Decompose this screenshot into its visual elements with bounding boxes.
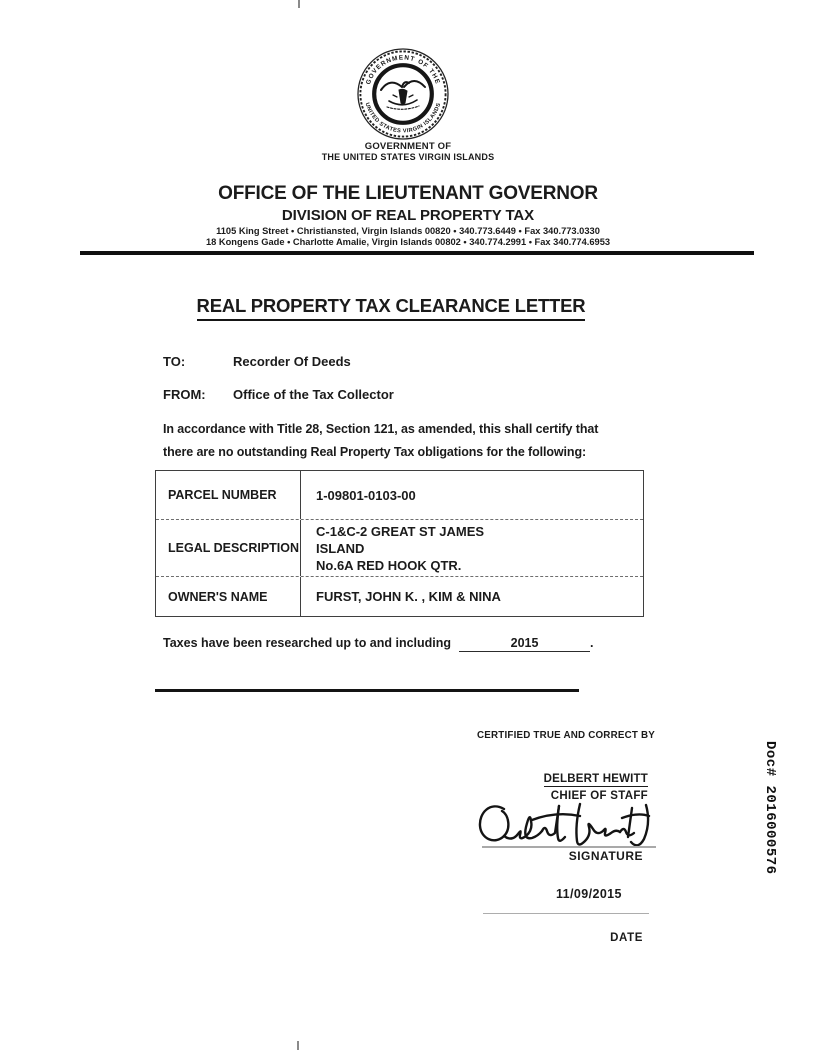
recipients-block bbox=[163, 354, 394, 420]
address-line-stcroix: 1105 King Street • Christiansted, Virgin Islands 00820 • 340.773.6449 • Fax 340.773.0330 bbox=[216, 226, 600, 236]
research-statement-period: . bbox=[590, 636, 594, 650]
from-value: Office of the Tax Collector bbox=[233, 387, 394, 402]
letter-title bbox=[0, 295, 782, 321]
date-line bbox=[483, 913, 649, 914]
office-heading: OFFICE OF THE LIEUTENANT GOVERNOR bbox=[218, 183, 598, 204]
to-label: TO: bbox=[163, 354, 186, 369]
signature-line bbox=[482, 846, 656, 848]
table-row bbox=[156, 576, 643, 616]
handwritten-signature bbox=[474, 797, 666, 853]
to-row bbox=[163, 354, 394, 369]
signature-label: SIGNATURE bbox=[568, 849, 643, 863]
legal-description-line2: ISLAND bbox=[316, 540, 365, 556]
certify-paragraph-line2: there are no outstanding Real Property Tax obligations for the following: bbox=[163, 445, 587, 459]
date-label: DATE bbox=[610, 932, 643, 944]
from-label: FROM: bbox=[163, 387, 206, 402]
officer-name: DELBERT HEWITT bbox=[543, 773, 648, 785]
doc-number-stamp: Doc# 2016000576 bbox=[762, 741, 778, 875]
date-value: 11/09/2015 bbox=[556, 887, 622, 901]
owners-name-value: FURST, JOHN K. , KIM & NINA bbox=[316, 589, 501, 604]
division-heading: DIVISION OF REAL PROPERTY TAX bbox=[281, 207, 535, 224]
parcel-number-value: 1-09801-0103-00 bbox=[316, 487, 416, 503]
parcel-number-label: PARCEL NUMBER bbox=[156, 471, 301, 519]
certify-paragraph-line1: In accordance with Title 28, Section 121, as amended, this shall certify that bbox=[163, 422, 599, 436]
researched-year-blank bbox=[459, 636, 590, 652]
research-statement-text: Taxes have been researched up to and including bbox=[163, 636, 452, 650]
table-row bbox=[156, 519, 643, 576]
address-line-stthomas: 18 Kongens Gade • Charlotte Amalie, Virgin Islands 00802 • 340.774.2991 • Fax 340.774.6953 bbox=[205, 237, 611, 247]
research-statement bbox=[163, 636, 594, 652]
registration-tick-bottom bbox=[297, 1041, 299, 1050]
from-row bbox=[163, 387, 394, 402]
seal-ring-text-top: GOVERNMENT OF THE bbox=[364, 54, 442, 86]
researched-year-value: 2015 bbox=[510, 636, 539, 650]
certify-paragraph bbox=[163, 418, 598, 464]
section-divider-rule bbox=[155, 689, 579, 692]
legal-description-line1: C-1&C-2 GREAT ST JAMES bbox=[316, 523, 485, 539]
owners-name-label: OWNER'S NAME bbox=[156, 577, 301, 616]
registration-tick-top bbox=[298, 0, 300, 8]
to-value: Recorder Of Deeds bbox=[233, 354, 351, 369]
seal-caption-line1: GOVERNMENT OF bbox=[364, 141, 452, 152]
legal-description-line3: No.6A RED HOOK QTR. bbox=[316, 557, 462, 573]
letter-title-text: REAL PROPERTY TAX CLEARANCE LETTER bbox=[197, 295, 586, 321]
seal-eagle-icon bbox=[381, 81, 425, 109]
legal-description-label: LEGAL DESCRIPTION bbox=[156, 520, 301, 576]
usvi-government-seal-icon bbox=[347, 45, 459, 147]
seal-ring-text-bottom: UNITED STATES VIRGIN ISLANDS bbox=[363, 102, 443, 135]
officer-title: CHIEF OF STAFF bbox=[550, 790, 648, 802]
certified-by-heading: CERTIFIED TRUE AND CORRECT BY bbox=[477, 730, 655, 741]
letterhead-divider-rule bbox=[80, 251, 754, 255]
seal-caption-line2: THE UNITED STATES VIRGIN ISLANDS bbox=[321, 152, 495, 162]
parcel-table bbox=[155, 470, 644, 617]
table-row bbox=[156, 471, 643, 519]
